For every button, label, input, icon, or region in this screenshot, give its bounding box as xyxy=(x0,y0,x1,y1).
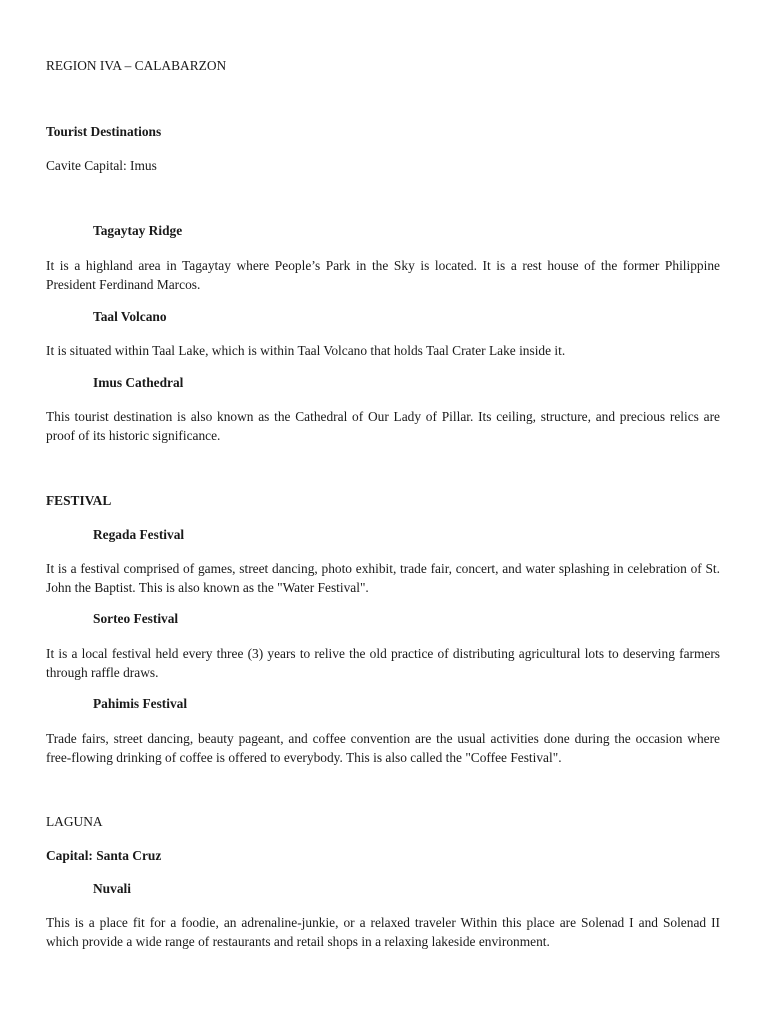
destination-title-tagaytay: Tagaytay Ridge xyxy=(93,223,183,238)
region-heading: REGION IVA – CALABARZON xyxy=(46,58,227,73)
tourist-destinations-heading: Tourist Destinations xyxy=(46,124,162,139)
destination-title-imus: Imus Cathedral xyxy=(93,375,184,390)
destination-text-nuvali: This is a place fit for a foodie, an adrenaline-junkie, or a relaxed traveler Within this place are Solenad I and Solenad II which provide a wide range of restaurants and retail shops in a relaxing lakeside environment. xyxy=(46,915,720,949)
festival-text-sorteo: It is a local festival held every three (3) years to relive the old practice of distributing agricultural lots to deserving farmers through raffle draws. xyxy=(46,646,720,680)
cavite-capital-line: Cavite Capital: Imus xyxy=(46,158,157,173)
festival-text-regada: It is a festival comprised of games, street dancing, photo exhibit, trade fair, concert, and water splashing in celebration of St. John the Baptist. This is also known as the "Water Festival". xyxy=(46,561,720,595)
festival-title-regada: Regada Festival xyxy=(93,527,185,542)
destination-text-tagaytay: It is a highland area in Tagaytay where People’s Park in the Sky is located. It is a rest house of the former Philippine President Ferdinand Marcos. xyxy=(46,258,720,292)
festival-text-pahimis: Trade fairs, street dancing, beauty pageant, and coffee convention are the usual activities done during the occasion where free-flowing drinking of coffee is offered to everybody. This is also called the "Coffee Festival". xyxy=(46,731,720,765)
laguna-capital-line: Capital: Santa Cruz xyxy=(46,848,162,863)
destination-text-imus: This tourist destination is also known as the Cathedral of Our Lady of Pillar. Its ceiling, structure, and precious relics are proof of its historic significance. xyxy=(46,409,720,443)
festival-heading: FESTIVAL xyxy=(46,493,112,508)
destination-title-nuvali: Nuvali xyxy=(93,881,131,896)
festival-title-pahimis: Pahimis Festival xyxy=(93,696,188,711)
festival-title-sorteo: Sorteo Festival xyxy=(93,611,179,626)
destination-text-taal: It is situated within Taal Lake, which is within Taal Volcano that holds Taal Crater Lake inside it. xyxy=(46,343,566,358)
destination-title-taal: Taal Volcano xyxy=(93,309,167,324)
laguna-heading: LAGUNA xyxy=(46,814,103,829)
